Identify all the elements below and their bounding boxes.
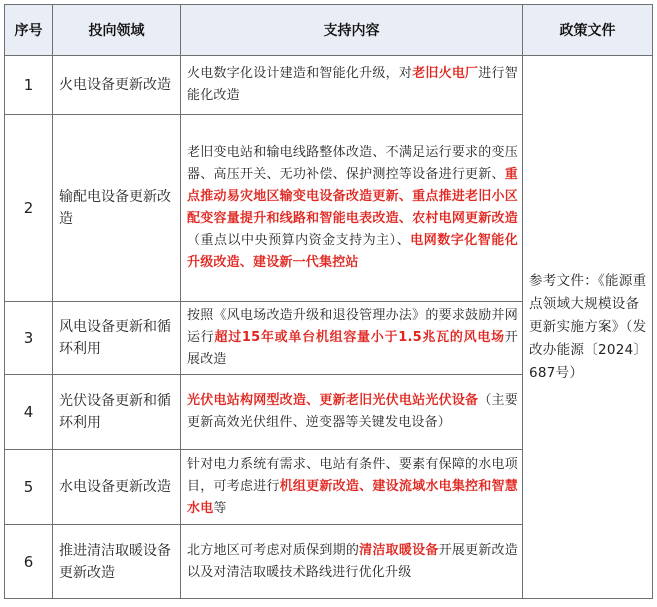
highlight-text: 重点推动易灾地区输变电设备改造更新、重点推进老旧小区配变容量提升和线路和智能电表改造、农村电网更新改造	[187, 167, 518, 226]
row-number: 4	[5, 375, 53, 450]
header-content: 支持内容	[181, 5, 523, 56]
row-field: 光伏设备更新和循环利用	[53, 375, 181, 450]
row-content	[181, 525, 523, 599]
row-content	[181, 56, 523, 115]
content-text: 针对电力系统有需求、电站有条件、要素有保障的水电项目，可考虑进行	[187, 457, 518, 494]
row-content	[181, 115, 523, 302]
row-field: 输配电设备更新改造	[53, 115, 181, 302]
row-number: 6	[5, 525, 53, 599]
row-number: 5	[5, 450, 53, 525]
row-field: 水电设备更新改造	[53, 450, 181, 525]
highlight-text: 机组更新改造、建设流域水电集控和智慧水电	[187, 479, 518, 516]
highlight-text: 老旧火电厂	[412, 66, 479, 81]
header-policy: 政策文件	[523, 5, 653, 56]
content-text: 按照《风电场改造升级和退役管理办法》的要求鼓励并网运行	[187, 308, 518, 345]
highlight-text: 光伏电站构网型改造、更新老旧光伏电站光伏设备	[187, 393, 479, 408]
content-text: 开展更新改造以及对清洁取暖技术路线进行优化升级	[187, 542, 518, 580]
content-text: 等	[213, 501, 227, 516]
content-text: 北方地区可考虑对质保到期的	[187, 542, 360, 558]
highlight-text: 清洁取暖设备	[359, 542, 439, 558]
policy-document-cell: 参考文件：《能源重点领域大规模设备更新实施方案》（发改办能源〔2024〕687号）	[523, 56, 653, 599]
row-content	[181, 450, 523, 525]
highlight-text: 电网数字化智能化升级改造、建设新一代集控站	[187, 233, 518, 270]
content-text: 开展改造	[187, 330, 518, 367]
policy-table	[4, 4, 653, 599]
table-header-row	[5, 5, 653, 56]
row-field: 风电设备更新和循环利用	[53, 302, 181, 375]
content-text: （重点以中央预算内资金支持为主）、	[187, 233, 411, 248]
row-field: 推进清洁取暖设备更新改造	[53, 525, 181, 599]
row-number: 3	[5, 302, 53, 375]
header-field: 投向领域	[53, 5, 181, 56]
content-text: （主要更新高效光伏组件、逆变器等关键发电设备）	[187, 393, 518, 430]
content-text: 火电数字化设计建造和智能化升级，对	[187, 66, 413, 81]
content-text: 老旧变电站和输电线路整体改造、不满足运行要求的变压器、高压开关、无功补偿、保护测控等设备进行更新、	[187, 145, 518, 182]
row-number: 1	[5, 56, 53, 115]
row-content	[181, 302, 523, 375]
header-number: 序号	[5, 5, 53, 56]
row-number: 2	[5, 115, 53, 302]
highlight-text: 超过15年或单台机组容量小于1.5兆瓦的风电场	[214, 330, 505, 345]
row-content	[181, 375, 523, 450]
content-text: 进行智能化改造	[187, 66, 518, 103]
row-field: 火电设备更新改造	[53, 56, 181, 115]
table-row	[5, 56, 653, 115]
